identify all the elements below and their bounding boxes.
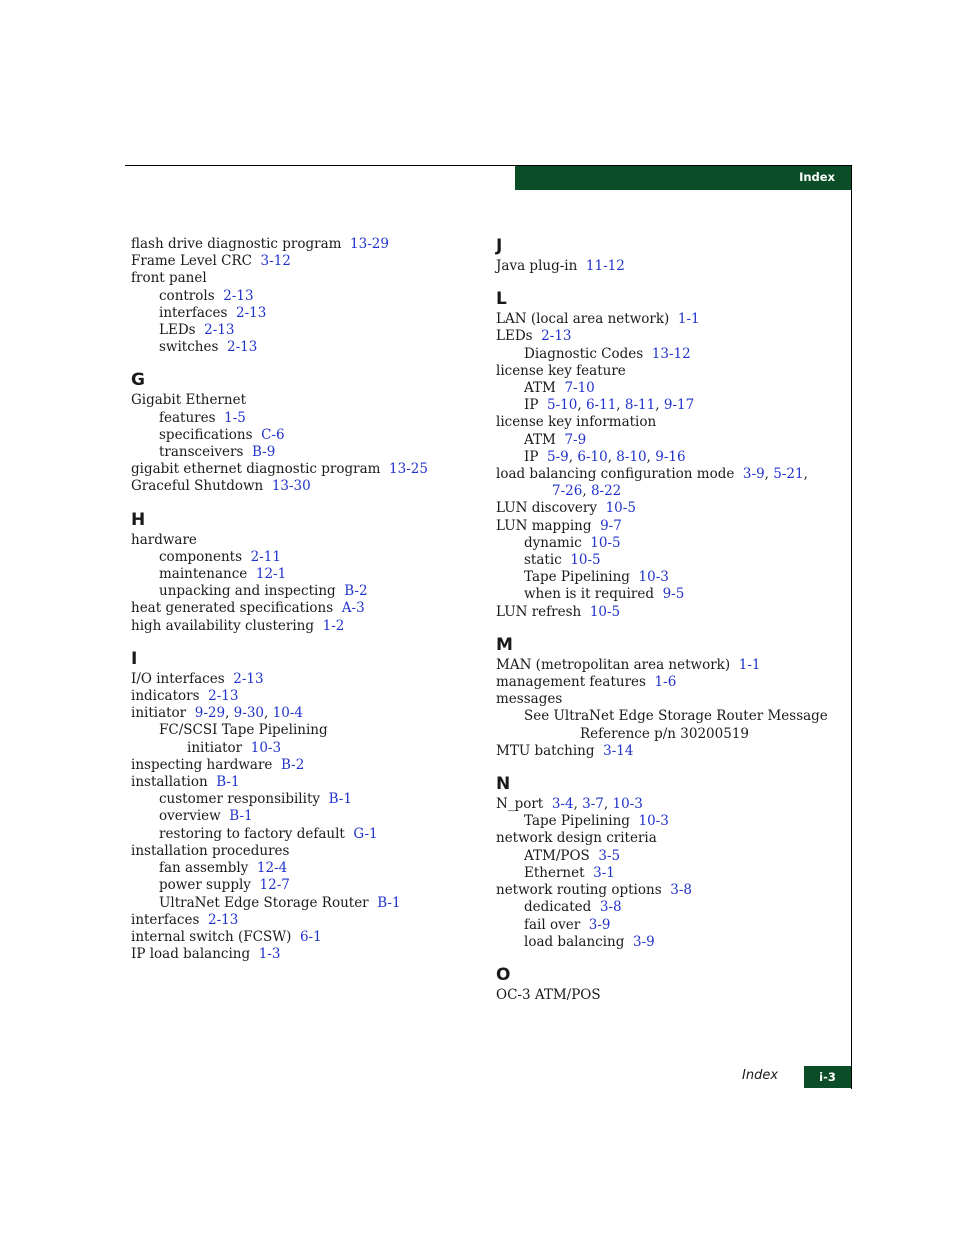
- index-term: IP: [524, 448, 539, 465]
- index-term: ATM: [524, 431, 556, 448]
- index-term: initiator: [187, 739, 243, 756]
- index-entry: [496, 934, 836, 951]
- page-ref-link[interactable]: 6-1: [299, 928, 322, 945]
- page-ref-link[interactable]: 10-3: [638, 569, 669, 586]
- index-term: LUN discovery: [496, 500, 597, 517]
- index-term: See UltraNet Edge Storage Router Message: [524, 708, 828, 725]
- index-term: installation: [131, 774, 208, 791]
- index-term: switches: [159, 339, 219, 356]
- index-entry: [496, 899, 836, 916]
- index-entry: [496, 987, 836, 1004]
- page-ref-link[interactable]: 1-6: [654, 674, 677, 691]
- page-ref-link[interactable]: B-1: [377, 894, 401, 911]
- index-term: LUN mapping: [496, 517, 592, 534]
- index-entry: [496, 604, 836, 621]
- index-term: ATM: [524, 380, 556, 397]
- index-entry: [131, 410, 471, 427]
- page-ref-link[interactable]: 3-5: [598, 847, 621, 864]
- index-entry: [496, 865, 836, 882]
- page-ref-link[interactable]: 3-14: [603, 742, 634, 759]
- index-entry: [131, 600, 471, 617]
- page-ref-link[interactable]: 3-7: [582, 796, 604, 813]
- index-entry: [131, 722, 471, 739]
- page-ref-link[interactable]: 9-30: [233, 705, 265, 722]
- page-ref-link[interactable]: B-2: [344, 583, 368, 600]
- index-entry: [496, 830, 836, 847]
- index-entry: [496, 380, 836, 397]
- index-term: license key feature: [496, 362, 626, 379]
- index-term: high availability clustering: [131, 617, 315, 634]
- index-term: ATM/POS: [524, 847, 590, 864]
- index-term: unpacking and inspecting: [159, 583, 336, 600]
- index-entry: [131, 843, 471, 860]
- index-term: load balancing: [524, 933, 625, 950]
- index-entry: [496, 657, 836, 674]
- page-ref-link[interactable]: 2-13: [204, 322, 235, 339]
- index-entry: [131, 566, 471, 583]
- index-entry: [131, 444, 471, 461]
- index-term: Gigabit Ethernet: [131, 392, 246, 409]
- index-entry: [496, 363, 836, 380]
- section-letter: L: [496, 289, 507, 310]
- page-ref-link[interactable]: 10-3: [250, 739, 282, 756]
- page-ref-link[interactable]: 3-12: [260, 253, 291, 270]
- index-entry: [131, 946, 471, 963]
- index-entry: [496, 346, 836, 363]
- index-entry: [131, 791, 471, 808]
- index-term: load balancing configuration mode: [496, 466, 735, 483]
- page-ref-link[interactable]: 10-5: [605, 500, 636, 517]
- index-entry: [496, 726, 836, 743]
- index-entry: [131, 339, 471, 356]
- index-entry: [496, 311, 836, 328]
- index-term: license key information: [496, 414, 657, 431]
- page-ref-link[interactable]: B-1: [328, 791, 352, 808]
- index-term: indicators: [131, 688, 200, 705]
- page-ref-link[interactable]: 1-1: [677, 311, 700, 328]
- index-entry: [131, 236, 471, 253]
- page-ref-link[interactable]: 2-13: [236, 304, 267, 321]
- page-ref-link[interactable]: C-6: [261, 426, 285, 443]
- index-term: Frame Level CRC: [131, 253, 252, 270]
- index-term: network design criteria: [496, 830, 657, 847]
- page-ref-link[interactable]: 5-9: [547, 448, 569, 465]
- index-term: Reference p/n 30200519: [580, 725, 750, 742]
- page-ref-link[interactable]: 2-13: [208, 911, 239, 928]
- index-entry: [496, 708, 836, 725]
- index-term: internal switch (FCSW): [131, 928, 292, 945]
- page-ref-link[interactable]: 13-30: [271, 478, 311, 495]
- index-entry: [496, 552, 836, 569]
- index-term: Tape Pipelining: [524, 813, 630, 830]
- page-ref-link[interactable]: 2-13: [223, 287, 254, 304]
- page-ref-link[interactable]: 9-16: [655, 448, 686, 465]
- index-term: LAN (local area network): [496, 311, 670, 328]
- index-term: IP: [524, 397, 539, 414]
- index-entry: [131, 288, 471, 305]
- page-ref-link[interactable]: 11-12: [585, 258, 625, 274]
- index-entry: [496, 743, 836, 760]
- page-ref-link[interactable]: 7-9: [564, 431, 587, 448]
- header-bar: [515, 166, 851, 190]
- index-entry: [131, 912, 471, 929]
- page-ref-link[interactable]: 9-7: [600, 517, 622, 534]
- page-ref-link[interactable]: 8-22: [590, 483, 622, 500]
- index-entry: [496, 535, 836, 552]
- index-term: controls: [159, 287, 215, 304]
- page-ref-link[interactable]: 10-4: [272, 705, 303, 722]
- page-ref-link[interactable]: 6-11: [585, 397, 617, 414]
- index-entry: [131, 392, 471, 409]
- page-ref-link[interactable]: 1-1: [738, 656, 761, 673]
- page-ref-link[interactable]: 12-7: [259, 877, 290, 894]
- index-term: IP load balancing: [131, 946, 251, 963]
- index-term: front panel: [131, 270, 207, 287]
- section-letter: G: [131, 370, 145, 391]
- index-entry: [496, 848, 836, 865]
- page-ref-link[interactable]: 13-29: [350, 236, 389, 252]
- index-term: static: [524, 552, 562, 569]
- page-ref-link[interactable]: 12-1: [255, 566, 287, 583]
- index-term: fail over: [524, 916, 581, 933]
- index-entry: [496, 586, 836, 603]
- page-ref-link[interactable]: B-1: [216, 774, 240, 791]
- index-entry: [131, 305, 471, 322]
- index-term: Java plug-in: [496, 258, 578, 274]
- index-term: LEDs: [496, 328, 533, 345]
- index-entry: [496, 518, 836, 535]
- index-entry: [496, 813, 836, 830]
- page-ref-link[interactable]: G-1: [353, 825, 378, 842]
- page-ref-link[interactable]: 10-5: [590, 534, 621, 551]
- page-ref-link[interactable]: 9-5: [662, 586, 685, 603]
- index-entry: load balancing configuration mode 3-9, 5-21,: [496, 466, 808, 483]
- page-ref-link[interactable]: 10-3: [638, 813, 669, 830]
- page-ref-link[interactable]: 5-10: [547, 397, 578, 414]
- index-term: gigabit ethernet diagnostic program: [131, 461, 381, 478]
- index-term: specifications: [159, 426, 253, 443]
- index-term: maintenance: [159, 566, 248, 583]
- index-term: Tape Pipelining: [524, 569, 630, 586]
- page-ref-link[interactable]: 3-9: [742, 466, 765, 483]
- index-entry: [131, 461, 471, 478]
- index-entry: [131, 427, 471, 444]
- index-term: MAN (metropolitan area network): [496, 656, 731, 673]
- page-ref-link[interactable]: A-3: [341, 600, 365, 617]
- page-ref-link[interactable]: 3-9: [588, 916, 611, 933]
- section-letter: M: [496, 634, 513, 655]
- page-ref-link[interactable]: 8-10: [616, 448, 647, 465]
- page-ref-link[interactable]: 6-10: [577, 448, 608, 465]
- index-term: dedicated: [524, 899, 592, 916]
- index-term: power supply: [159, 877, 251, 894]
- index-term: features: [159, 409, 216, 426]
- index-term: Diagnostic Codes: [524, 345, 644, 362]
- index-term: network routing options: [496, 882, 662, 899]
- index-term: MTU batching: [496, 742, 595, 759]
- index-entry: [131, 270, 471, 287]
- index-entry: [496, 882, 836, 899]
- page-ref-link[interactable]: B-1: [229, 808, 253, 825]
- index-term: interfaces: [159, 304, 228, 321]
- page-ref-link[interactable]: 9-29: [194, 705, 226, 722]
- index-term: I/O interfaces: [131, 670, 225, 687]
- index-entry: [131, 618, 471, 635]
- section-letter: H: [131, 509, 146, 530]
- index-term: messages: [496, 691, 563, 708]
- index-term: fan assembly: [159, 860, 249, 877]
- index-entry: [131, 549, 471, 566]
- index-term: hardware: [131, 531, 197, 548]
- page-ref-link[interactable]: B-9: [252, 444, 276, 461]
- index-term: overview: [159, 808, 221, 825]
- index-entry: [496, 691, 836, 708]
- index-term: UltraNet Edge Storage Router: [159, 894, 369, 911]
- index-term: management features: [496, 674, 646, 691]
- page-ref-link[interactable]: 12-4: [256, 860, 288, 877]
- index-entry: [496, 258, 836, 275]
- page-ref-link[interactable]: 2-13: [233, 670, 264, 687]
- index-entry: [496, 674, 836, 691]
- index-entry: [131, 322, 471, 339]
- page-ref-link[interactable]: 10-5: [570, 552, 601, 569]
- index-term: OC-3 ATM/POS: [496, 986, 601, 1003]
- page-number: i-3: [804, 1066, 851, 1088]
- index-column-left: [131, 236, 471, 963]
- index-entry: [131, 583, 471, 600]
- index-term: installation procedures: [131, 842, 290, 859]
- page-ref-link[interactable]: 3-9: [633, 933, 655, 950]
- footer-label: Index: [742, 1068, 779, 1083]
- index-entry: [131, 688, 471, 705]
- index-entry: N_port 3-4, 3-7, 10-3: [496, 796, 643, 813]
- index-entry: [131, 253, 471, 270]
- index-term: dynamic: [524, 534, 582, 551]
- index-entry: [496, 414, 836, 431]
- index-entry: [496, 500, 836, 517]
- page-ref-link[interactable]: 3-4: [551, 796, 574, 813]
- index-term: flash drive diagnostic program: [131, 236, 342, 252]
- page-ref-link[interactable]: 5-21: [773, 466, 804, 483]
- index-entry: initiator 9-29, 9-30, 10-4: [131, 705, 303, 722]
- index-term: N_port: [496, 796, 544, 813]
- index-entry: [131, 671, 471, 688]
- index-entry: [131, 532, 471, 549]
- index-entry: [131, 895, 471, 912]
- index-entry: [496, 328, 836, 345]
- index-entry: [131, 740, 471, 757]
- index-entry: IP 5-9, 6-10, 8-10, 9-16: [524, 448, 686, 465]
- page-ref-link[interactable]: 13-12: [651, 345, 691, 362]
- index-entry: [496, 917, 836, 934]
- page-ref-link[interactable]: 2-13: [227, 339, 258, 356]
- index-entry: [131, 774, 471, 791]
- index-term: LUN refresh: [496, 603, 582, 620]
- page-ref-link[interactable]: 8-11: [624, 397, 656, 414]
- index-column-right: [496, 236, 836, 1004]
- page-ref-link[interactable]: 2-13: [208, 688, 239, 705]
- header-label: Index: [799, 170, 835, 184]
- index-entry: [131, 826, 471, 843]
- index-entry: [131, 877, 471, 894]
- index-entry: [131, 860, 471, 877]
- page-ref-link[interactable]: 7-26: [552, 483, 583, 500]
- index-term: when is it required: [524, 586, 654, 603]
- index-term: initiator: [131, 705, 187, 722]
- index-term: components: [159, 548, 242, 565]
- page-ref-link[interactable]: 3-8: [599, 899, 622, 916]
- index-term: Ethernet: [524, 864, 585, 881]
- index-term: FC/SCSI Tape Pipelining: [159, 722, 328, 739]
- right-margin-rule: [851, 165, 852, 1089]
- index-entry: [131, 757, 471, 774]
- index-term: customer responsibility: [159, 791, 320, 808]
- section-letter: I: [131, 648, 138, 669]
- index-term: transceivers: [159, 444, 244, 461]
- index-term: restoring to factory default: [159, 825, 345, 842]
- index-term: interfaces: [131, 911, 200, 928]
- index-entry: IP 5-10, 6-11, 8-11, 9-17: [524, 397, 695, 414]
- index-term: heat generated specifications: [131, 600, 334, 617]
- page-ref-link[interactable]: 9-17: [663, 397, 695, 414]
- page-ref-link[interactable]: 2-11: [250, 548, 281, 565]
- index-term: LEDs: [159, 322, 196, 339]
- index-entry: [131, 478, 471, 495]
- index-term: Graceful Shutdown: [131, 478, 264, 495]
- index-entry: [496, 432, 836, 449]
- section-letter: J: [496, 236, 503, 256]
- index-term: inspecting hardware: [131, 756, 273, 773]
- index-entry: [131, 929, 471, 946]
- page-ref-link[interactable]: 13-25: [389, 461, 428, 478]
- index-entry: [131, 808, 471, 825]
- section-letter: N: [496, 774, 511, 795]
- page-ref-link[interactable]: 3-1: [593, 864, 615, 881]
- page-ref-link[interactable]: B-2: [280, 756, 305, 773]
- index-entry: 7-26, 8-22: [552, 483, 622, 500]
- page-ref-link[interactable]: 2-13: [541, 328, 572, 345]
- section-letter: O: [496, 964, 511, 985]
- index-entry: [496, 569, 836, 586]
- page-ref-link[interactable]: 7-10: [564, 380, 595, 397]
- page-ref-link[interactable]: 10-5: [589, 603, 621, 620]
- page-ref-link[interactable]: 1-2: [322, 617, 345, 634]
- page-ref-link[interactable]: 3-8: [670, 882, 692, 899]
- page-ref-link[interactable]: 1-3: [258, 946, 281, 963]
- page-ref-link[interactable]: 1-5: [224, 409, 246, 426]
- page-ref-link[interactable]: 10-3: [612, 796, 643, 813]
